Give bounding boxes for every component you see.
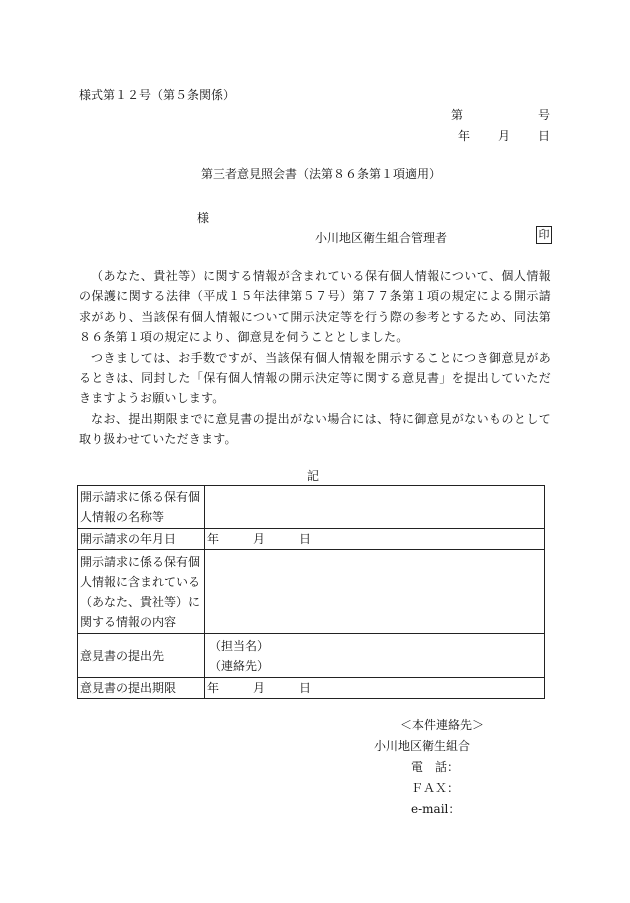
- body-paragraph-2: つきましては、お手数ですが、当該保有個人情報を開示することにつき御意見があるときは、同封した「保有個人情報の開示決定等に関する意見書」を提出していただきますようお願いします。: [79, 350, 551, 406]
- row-value-submit-to: [205, 634, 545, 678]
- addressee: 様: [197, 211, 210, 225]
- contact-info-label: （連絡先）: [209, 658, 270, 673]
- table-row: [78, 486, 545, 529]
- number-suffix: 号: [537, 108, 550, 122]
- contact-org: 小川地区衛生組合: [374, 739, 471, 753]
- page-title: 第三者意見照会書（法第８６条第１項適用）: [201, 167, 442, 181]
- row-label-info-name: 開示請求に係る保有個人情報の名称等: [78, 486, 205, 529]
- row-value-deadline: 年 月 日: [205, 678, 545, 699]
- form-number: 様式第１２号（第５条関係）: [79, 88, 236, 102]
- row-value-request-date: 年 月 日: [205, 529, 545, 550]
- contact-block: [374, 715, 484, 820]
- seal-mark: 印: [536, 226, 552, 244]
- body-paragraph-1: （あなた、貴社等）に関する情報が含まれている保有個人情報について、個人情報の保護に関する法律（平成１５年法律第５７号）第７７条第１項の規定による開示請求があり、当該保有個人情報について開示決定等を行う際の参考とするため、同法第８６条第１項の規定により、御意見を伺うこととしました。: [79, 269, 551, 345]
- sender-name: 小川地区衛生組合管理者: [315, 231, 448, 245]
- date-year: 年: [457, 129, 470, 143]
- info-table: [77, 485, 545, 699]
- table-row: [78, 550, 545, 634]
- contact-person-label: （担当名）: [209, 638, 270, 653]
- table-row: [78, 529, 545, 550]
- table-row: [78, 634, 545, 678]
- row-label-info-content: 開示請求に係る保有個人情報に含まれている（あなた、貴社等）に関する情報の内容: [78, 550, 205, 634]
- row-label-submit-to: 意見書の提出先: [78, 634, 205, 678]
- body-text: [79, 266, 551, 450]
- body-paragraph-3: なお、提出期限までに意見書の提出がない場合には、特に御意見がないものとして取り扱わせていただきます。: [79, 411, 551, 447]
- ki-heading: 記: [307, 469, 320, 483]
- contact-fax: ＦＡＸ：: [411, 781, 460, 795]
- contact-tel: 電 話：: [411, 760, 460, 774]
- date-day: 日: [537, 129, 550, 143]
- row-label-request-date: 開示請求の年月日: [78, 529, 205, 550]
- number-prefix: 第: [450, 108, 463, 122]
- row-label-deadline: 意見書の提出期限: [78, 678, 205, 699]
- contact-email: e-mail：: [411, 802, 461, 816]
- contact-heading: ＜本件連絡先＞: [400, 718, 485, 732]
- date-month: 月: [497, 129, 510, 143]
- table-row: [78, 678, 545, 699]
- document-date: [458, 129, 550, 143]
- row-value-info-content: [205, 550, 545, 634]
- row-value-info-name: [205, 486, 545, 529]
- document-number: [451, 108, 550, 122]
